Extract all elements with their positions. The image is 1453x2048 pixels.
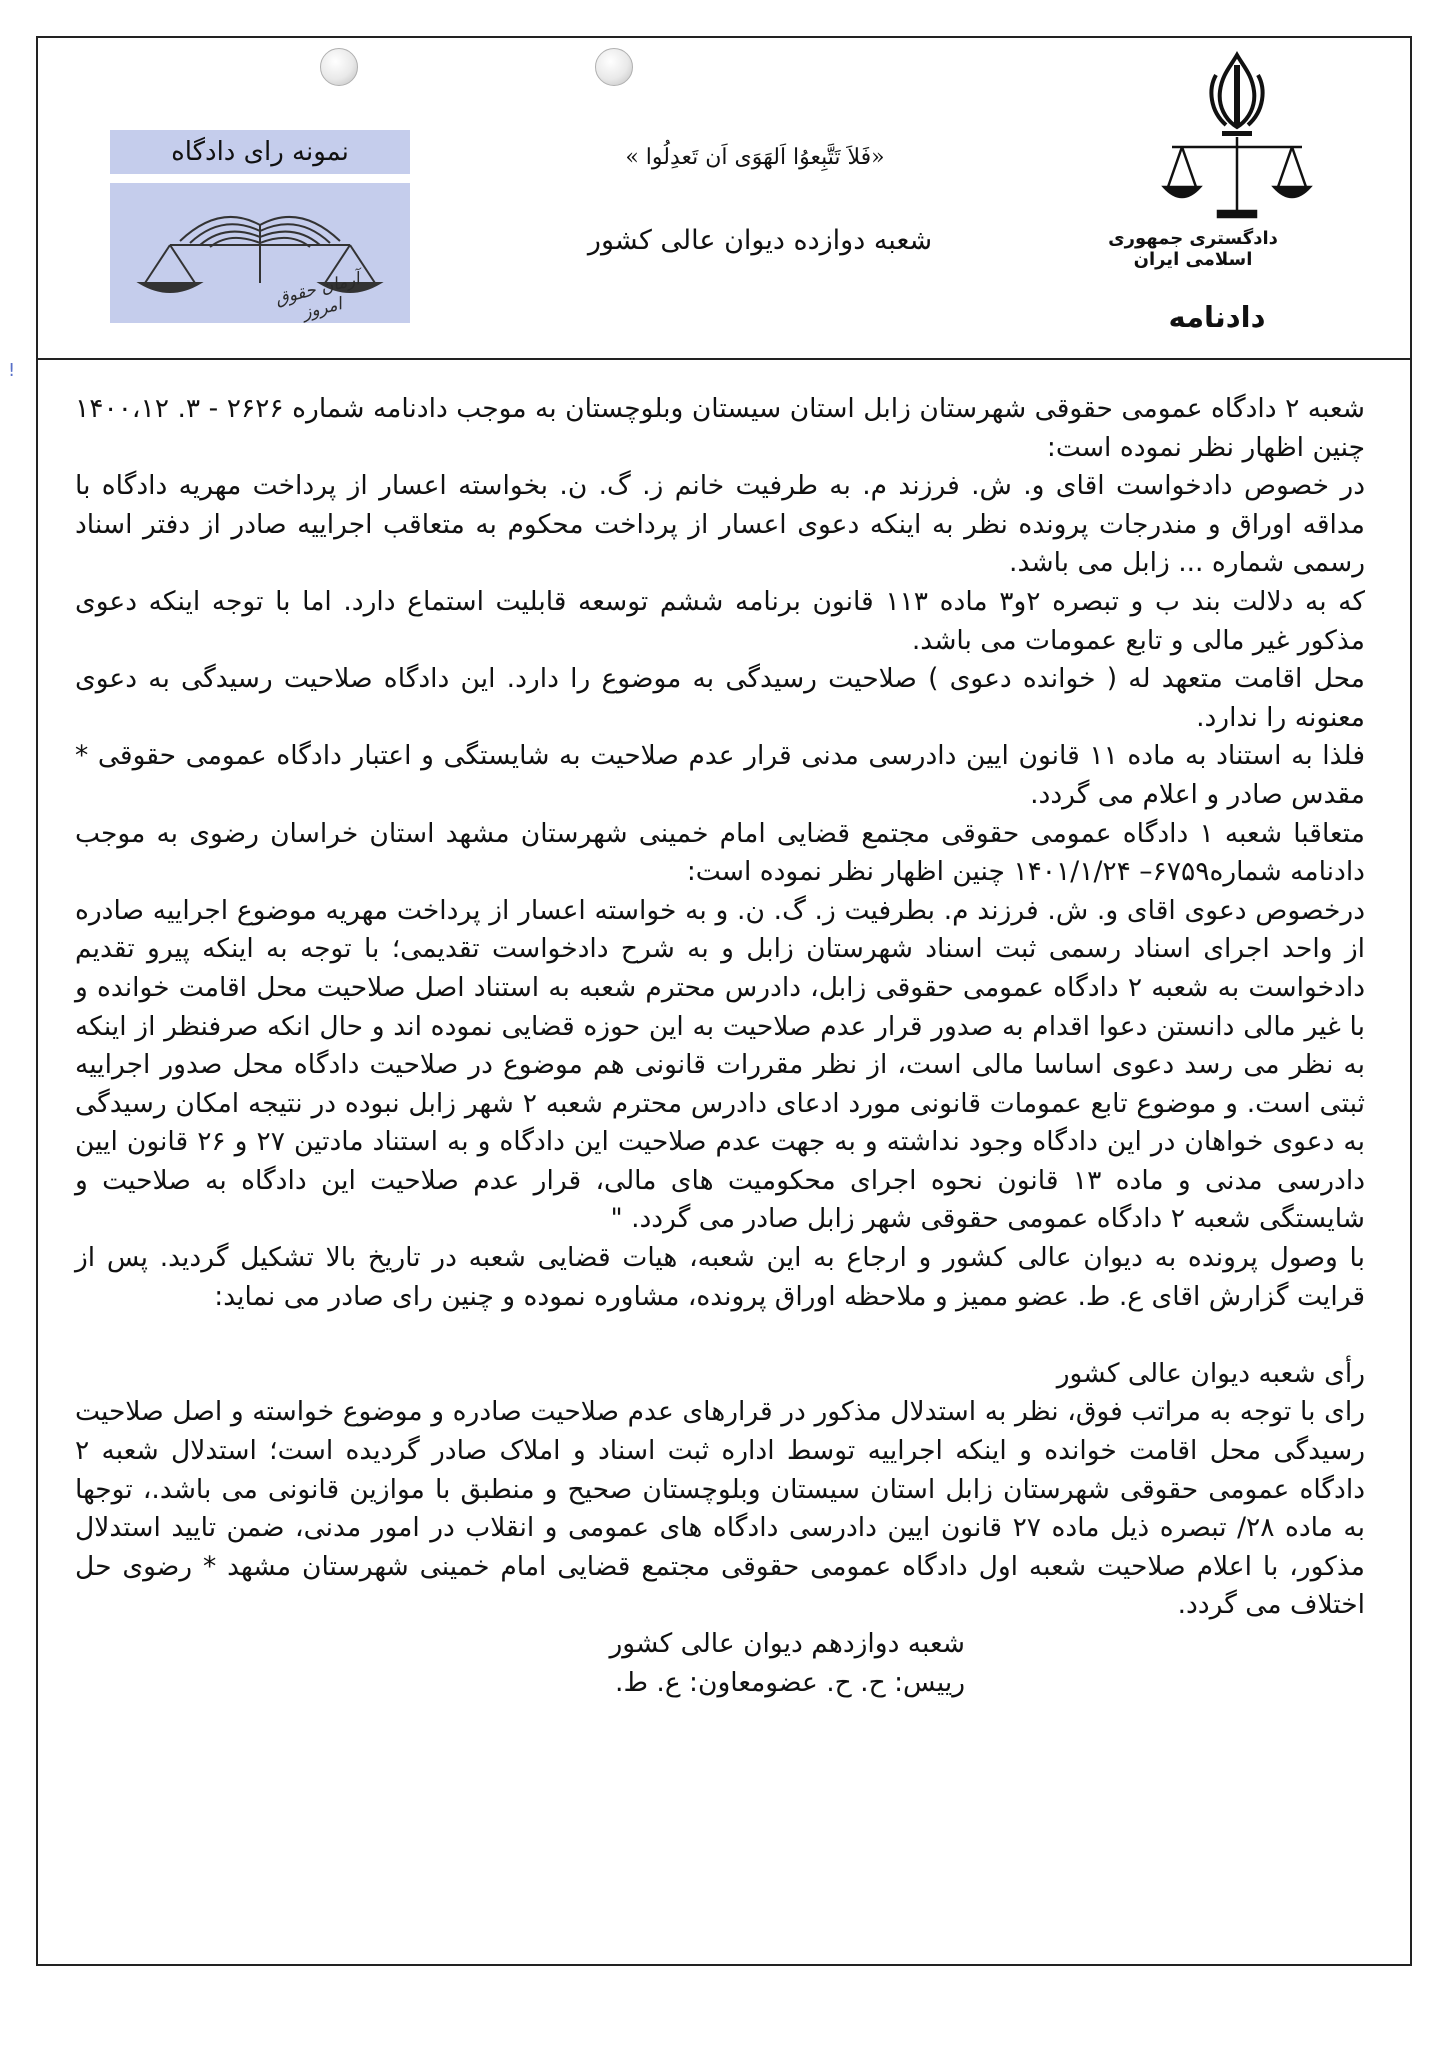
- ministry-name: دادگستری جمهوری اسلامی ایران: [1108, 228, 1278, 270]
- paragraph: در خصوص دادخواست اقای و. ش. فرزند م. به طرفیت خانم ز. گ. ن. بخواسته اعسار از پرداخت مهریه دادگاه با مداقه اوراق و مندرجات پرونده نظر به اینکه دعوی اعسار از پرداخت محکوم به متعاقب اجراییه صادر از دفتر اسناد رسمی شماره ... زابل می باشد.: [75, 470, 1365, 579]
- header-divider: [36, 358, 1412, 360]
- publisher-logo: [110, 183, 410, 323]
- paragraph: شعبه ۲ دادگاه عمومی حقوقی شهرستان زابل استان سیستان وبلوچستان به موجب دادنامه شماره ۲۶۲۶ - ۳. ۱۴۰۰،۱۲ چنین اظهار نظر نموده است:: [75, 393, 1365, 463]
- quranic-verse: «فَلاَ تَتَّبِعوُا اَلهَوَی اَن تَعدِلُوا »: [625, 145, 885, 170]
- ruling-title: رأی شعبه دیوان عالی کشور: [1056, 1357, 1365, 1389]
- paragraph: متعاقبا شعبه ۱ دادگاه عمومی حقوقی مجتمع قضایی امام خمینی شهرستان مشهد استان خراسان رضوی به موجب دادنامه شماره۶۷۵۹– ۱۴۰۱/۱/۲۴ چنین اظهار نظر نموده است:: [75, 817, 1365, 888]
- verdict-body: [75, 390, 1365, 1702]
- sample-verdict-label: نمونه رای دادگاه: [110, 130, 410, 174]
- punch-hole: [595, 48, 633, 86]
- edge-mark: !: [8, 360, 16, 381]
- document-type: دادنامه: [1168, 300, 1266, 334]
- scales-of-justice-icon: [1164, 137, 1310, 217]
- punch-hole: [320, 48, 358, 86]
- paragraph: فلذا به استناد به ماده ۱۱ قانون ایین دادرسی مدنی قرار عدم صلاحیت به شایستگی و اعتبار دادگاه عمومی حقوقی * مقدس صادر و اعلام می گردد.: [75, 740, 1365, 810]
- iran-emblem-icon: [1160, 45, 1315, 225]
- logo-text: آرمان حقوق امروز: [273, 269, 362, 323]
- paragraph: با وصول پرونده به دیوان عالی کشور و ارجاع به این شعبه، هیات قضایی شعبه در تاریخ بالا تشکیل گردید. پس از قرایت گزارش اقای ع. ط. عضو ممیز و ملاحظه اوراق پرونده، مشاوره نموده و چنین رای صادر می نماید:: [75, 1242, 1365, 1312]
- signature-members: رییس: ح. ح. عضومعاون: ع. ط.: [615, 1666, 965, 1698]
- paragraph: محل اقامت متعهد له ( خوانده دعوی ) صلاحیت رسیدگی به موضوع را دارد. این دادگاه صلاحیت رسیدگی به دعوی معنونه را ندارد.: [75, 663, 1365, 733]
- paragraph: که به دلالت بند ب و تبصره ۲و۳ ماده ۱۱۳ قانون برنامه ششم توسعه قابلیت استماع دارد. اما با توجه اینکه دعوی مذکور غیر مالی و تابع عمومات می باشد.: [75, 585, 1366, 656]
- court-branch-title: شعبه دوازده دیوان عالی کشور: [587, 225, 933, 256]
- ruling-text: رای با توجه به مراتب فوق، نظر به استدلال مذکور در قرارهای عدم صلاحیت صادره و موضوع خواسته و اصل صلاحیت رسیدگی محل اقامت خوانده و اینکه اجراییه توسط اداره ثبت اسناد و املاک صادر گردیده است؛ استدلال شعبه ۲ دادگاه عمومی حقوقی شهرستان زابل استان سیستان وبلوچستان صحیح و منطبق با موازین قانونی می باشد.، توجها به ماده ۲۸/ تبصره ذیل ماده ۲۷ قانون ایین دادرسی دادگاه های عمومی و انقلاب در امور مدنی، ضمن تایید استدلال مذکور، با اعلام صلاحیت شعبه اول دادگاه عمومی حقوقی مجتمع قضایی امام خمینی شهرستان مشهد * رضوی حل اختلاف می گردد.: [75, 1396, 1365, 1621]
- signature-branch: شعبه دوازدهم دیوان عالی کشور: [609, 1628, 965, 1659]
- paragraph: درخصوص دعوی اقای و. ش. فرزند م. بطرفیت ز. گ. ن. و به خواسته اعسار از پرداخت مهریه موضوع اجراییه صادره از واحد اجرای اسناد رسمی ثبت اسناد شهرستان زابل و به شرح دادخواست تقدیمی؛ با توجه به اینکه پیرو تقدیم دادخواست به شعبه ۲ دادگاه عمومی حقوقی زابل، دادرس محترم شعبه به استناد اصل صلاحیت محل اقامت خوانده و با غیر مالی دانستن دعوا اقدام به صدور قرار عدم صلاحیت به این حوزه قضایی نموده اند و حال انکه صرفنظر از اینکه به نظر می رسد دعوی اساسا مالی است، از نظر مقررات قانونی هم موضوع در صلاحیت دادگاه محل صدور اجراییه ثبتی است. و موضوع تابع عمومات قانونی مورد ادعای دادرس محترم شعبه ۲ شهر زابل نبوده در نتیجه امکان رسیدگی به دعوی خواهان در این دادگاه وجود نداشته و به جهت عدم صلاحیت این دادگاه و به استناد مادتین ۲۷ و ۲۶ قانون ایین دادرسی مدنی و ماده ۱۳ قانون نحوه اجرای محکومیت های مالی، قرار عدم صلاحیت این دادگاه به صلاحیت و شایستگی شعبه ۲ دادگاه عمومی حقوقی شهر زابل صادر می گردد. ": [75, 894, 1366, 1235]
